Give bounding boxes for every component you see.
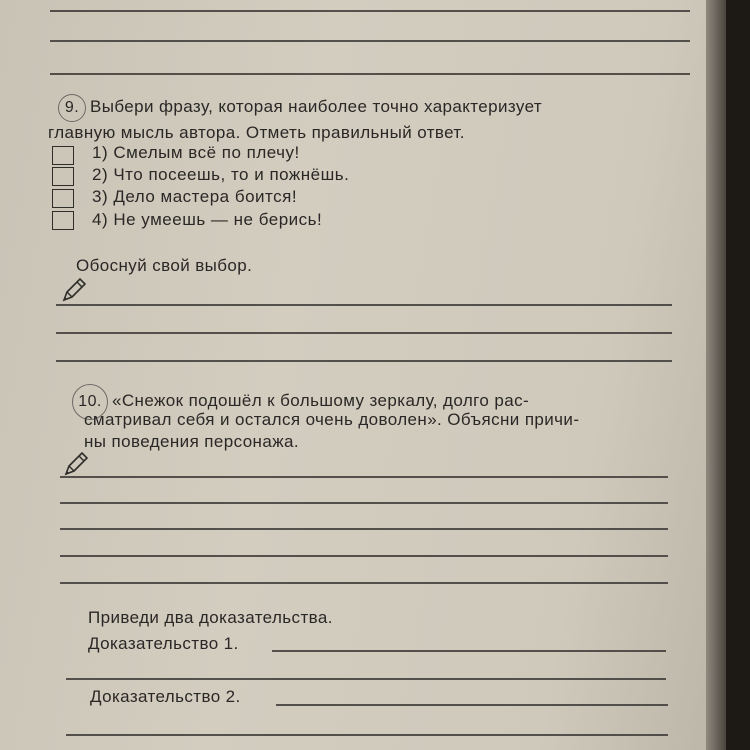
- option-3-checkbox[interactable]: [52, 189, 74, 208]
- task9-question-text: Выбери фразу, которая наиболее точно характеризует: [90, 97, 543, 116]
- option-1-label: 1) Смелым всё по плечу!: [92, 143, 300, 162]
- answer-line[interactable]: [50, 40, 690, 42]
- option-4-label: 4) Не умеешь — не берись!: [92, 210, 323, 229]
- justify-prompt: Обоснуй свой выбор.: [76, 256, 253, 275]
- evidence1-line[interactable]: [272, 650, 666, 652]
- task10-question-line3: ны поведения персонажа.: [84, 432, 299, 451]
- page-edge: [706, 0, 726, 750]
- answer-line[interactable]: [56, 360, 672, 362]
- task9-question-line2: главную мысль автора. Отметь правильный ответ.: [48, 123, 465, 142]
- answer-line[interactable]: [60, 582, 668, 584]
- option-2-label: 2) Что посеешь, то и пожнёшь.: [92, 165, 350, 184]
- answer-line[interactable]: [66, 678, 666, 680]
- answer-line[interactable]: [60, 476, 668, 478]
- option-3-label: 3) Дело мастера боится!: [92, 187, 298, 206]
- answer-line[interactable]: [60, 528, 668, 530]
- answer-line[interactable]: [66, 734, 668, 736]
- option-2-checkbox[interactable]: [52, 167, 74, 186]
- task10-question-line2: сматривал себя и остался очень доволен». Объясни причи-: [84, 410, 580, 429]
- evidence-prompt: Приведи два доказательства.: [88, 608, 333, 627]
- answer-line[interactable]: [56, 332, 672, 334]
- answer-line[interactable]: [60, 555, 668, 557]
- answer-line[interactable]: [50, 10, 690, 12]
- option-4-checkbox[interactable]: [52, 211, 74, 230]
- task9-question-line1: [58, 94, 542, 122]
- pencil-icon: [58, 276, 88, 306]
- task9-number: 9.: [58, 94, 86, 122]
- task10-question-text: «Снежок подошёл к большому зеркалу, долго рас-: [112, 391, 530, 410]
- evidence2-label: Доказательство 2.: [90, 687, 241, 706]
- answer-line[interactable]: [60, 502, 668, 504]
- task10-number: 10.: [72, 384, 108, 420]
- evidence1-label: Доказательство 1.: [88, 634, 239, 653]
- answer-line[interactable]: [50, 73, 690, 75]
- evidence2-line[interactable]: [276, 704, 668, 706]
- option-1-checkbox[interactable]: [52, 146, 74, 165]
- answer-line[interactable]: [56, 304, 672, 306]
